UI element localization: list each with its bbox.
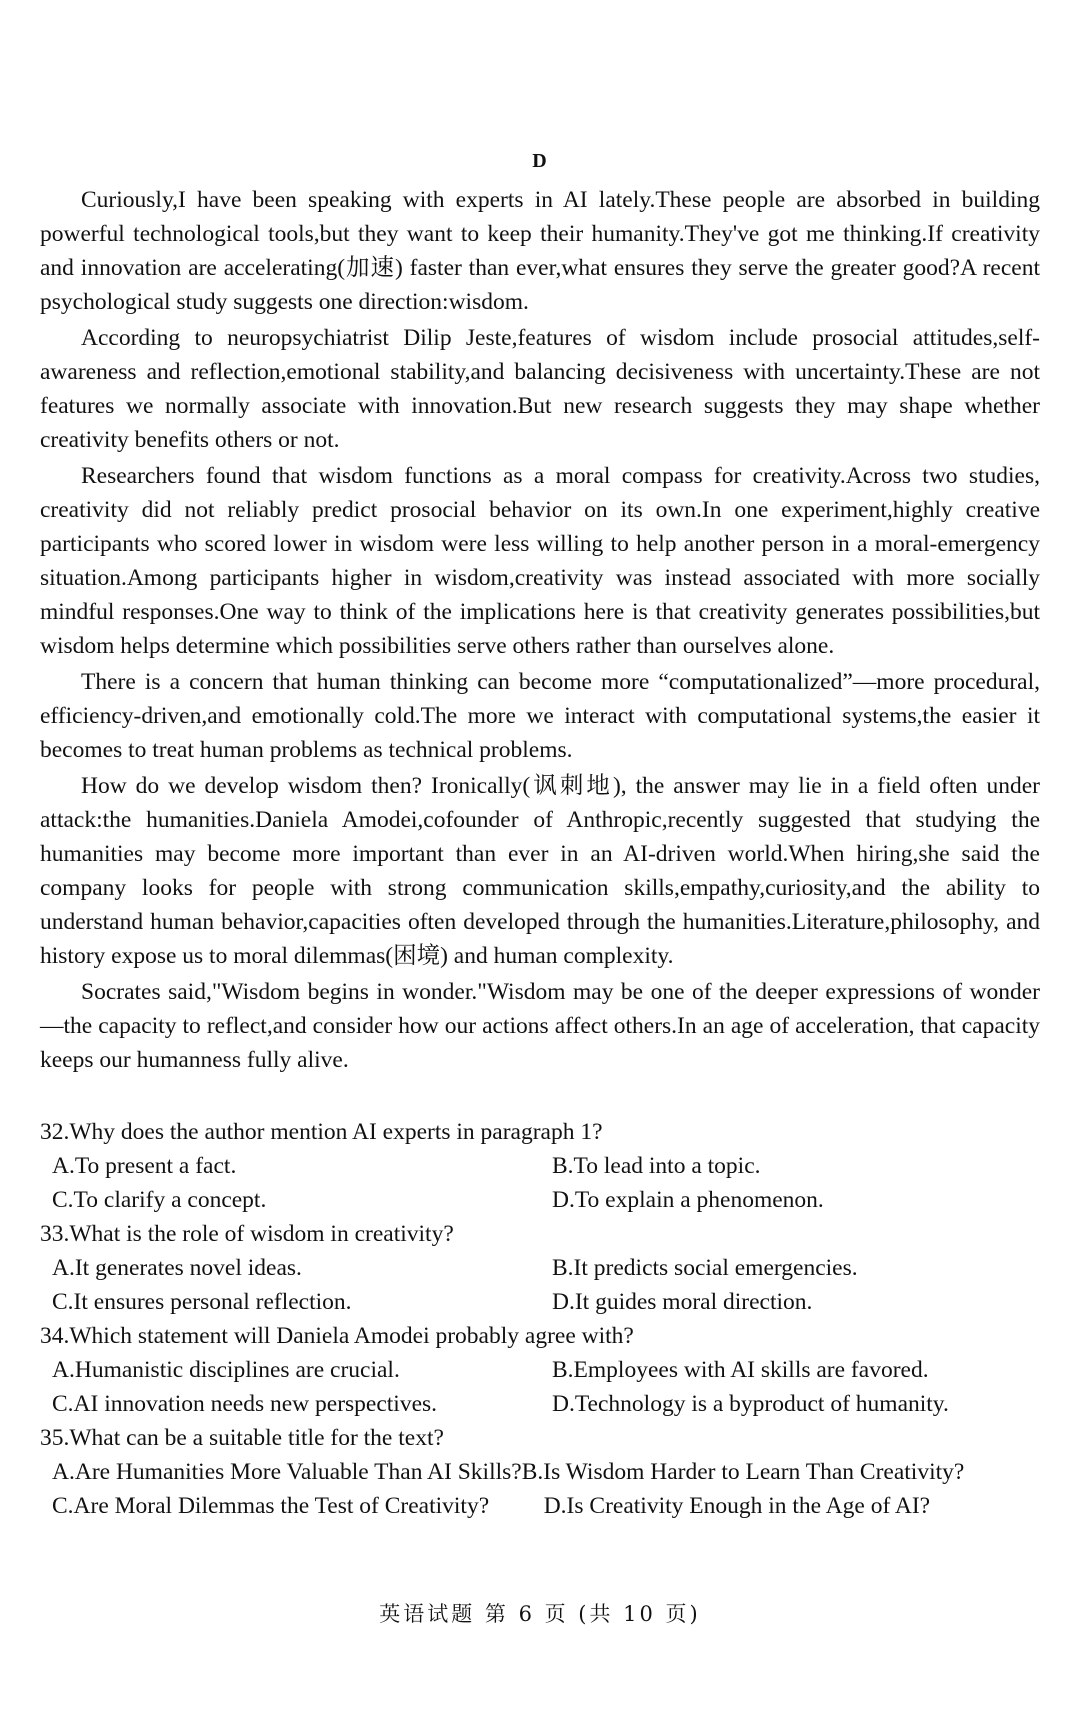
option-d: D.It guides moral direction.: [552, 1289, 813, 1315]
question-stem: 32.Why does the author mention AI experts in paragraph 1?: [40, 1119, 603, 1145]
question-33: [40, 1217, 1040, 1319]
option-grid: [40, 1455, 1040, 1523]
option-c: C.Are Moral Dilemmas the Test of Creativity?: [52, 1493, 490, 1519]
passage-paragraph-2: According to neuropsychiatrist Dilip Jeste,features of wisdom include prosocial attitudes,self-awareness and reflection,emotional stability,and balancing decisiveness with uncertainty.These are not features we normally associate with innovation.But new research suggests they may shape whether creativity benefits others or not.: [40, 325, 1040, 453]
option-a: A.It generates novel ideas.: [52, 1255, 302, 1281]
option-c: C.To clarify a concept.: [52, 1187, 267, 1213]
section-heading: D: [532, 150, 548, 172]
question-35: [40, 1421, 1040, 1523]
option-a: A.To present a fact.: [52, 1153, 237, 1179]
question-stem: 33.What is the role of wisdom in creativity?: [40, 1221, 454, 1247]
option-d: D.Is Creativity Enough in the Age of AI?: [543, 1493, 931, 1519]
passage-paragraph-4: There is a concern that human thinking can become more “computationalized”—more procedural, efficiency-driven,and emotionally cold.The more we interact with computational systems,the easier it becomes to treat human problems as technical problems.: [40, 669, 1040, 763]
question-list: [40, 1115, 1040, 1523]
question-34: [40, 1319, 1040, 1421]
option-grid: [40, 1149, 1040, 1217]
option-b: B.To lead into a topic.: [552, 1153, 761, 1179]
page-footer: 英语试题 第 6 页 (共 10 页): [379, 1602, 701, 1626]
option-a: A.Humanistic disciplines are crucial.: [52, 1357, 400, 1383]
passage-paragraph-6: Socrates said,"Wisdom begins in wonder."Wisdom may be one of the deeper expressions of wonder—the capacity to reflect,and consider how our actions affect others.In an age of acceleration, that capacity keeps our humanness fully alive.: [40, 979, 1040, 1073]
option-d: D.To explain a phenomenon.: [552, 1187, 824, 1213]
question-stem: 35.What can be a suitable title for the text?: [40, 1425, 444, 1451]
passage-paragraph-1: Curiously,I have been speaking with experts in AI lately.These people are absorbed in building powerful technological tools,but they want to keep their humanity.They've got me thinking.If creativity and innovation are accelerating(加速) faster than ever,what ensures they serve the greater good?A recent psychological study suggests one direction:wisdom.: [40, 187, 1040, 315]
option-a: A.Are Humanities More Valuable Than AI Skills?: [52, 1459, 522, 1485]
option-c: C.It ensures personal reflection.: [52, 1289, 352, 1315]
option-d: D.Technology is a byproduct of humanity.: [552, 1391, 949, 1417]
exam-page: [40, 150, 1040, 1523]
question-stem: 34.Which statement will Daniela Amodei probably agree with?: [40, 1323, 634, 1349]
option-b: B.Is Wisdom Harder to Learn Than Creativity?: [521, 1459, 965, 1485]
option-grid: [40, 1353, 1040, 1421]
option-grid: [40, 1251, 1040, 1319]
question-32: [40, 1115, 1040, 1217]
passage-paragraph-5: How do we develop wisdom then? Ironically(讽刺地), the answer may lie in a field often under attack:the humanities.Daniela Amodei,cofounder of Anthropic,recently suggested that studying the humanities may become more important than ever in an AI-driven world.When hiring,she said the company looks for people with strong communication skills,empathy,curiosity,and the ability to understand human behavior,capacities often developed through the humanities.Literature,philosophy, and history expose us to moral dilemmas(困境) and human complexity.: [40, 773, 1040, 969]
option-b: B.Employees with AI skills are favored.: [552, 1357, 929, 1383]
reading-passage: [40, 183, 1040, 1079]
passage-paragraph-3: Researchers found that wisdom functions as a moral compass for creativity.Across two studies, creativity did not reliably predict prosocial behavior on its own.In one experiment,highly creative participants who scored lower in wisdom were less willing to help another person in a moral-emergency situation.Among participants higher in wisdom,creativity was instead associated with more socially mindful responses.One way to think of the implications here is that creativity generates possibilities,but wisdom helps determine which possibilities serve others rather than ourselves alone.: [40, 463, 1040, 659]
option-b: B.It predicts social emergencies.: [552, 1255, 858, 1281]
option-c: C.AI innovation needs new perspectives.: [52, 1391, 438, 1417]
